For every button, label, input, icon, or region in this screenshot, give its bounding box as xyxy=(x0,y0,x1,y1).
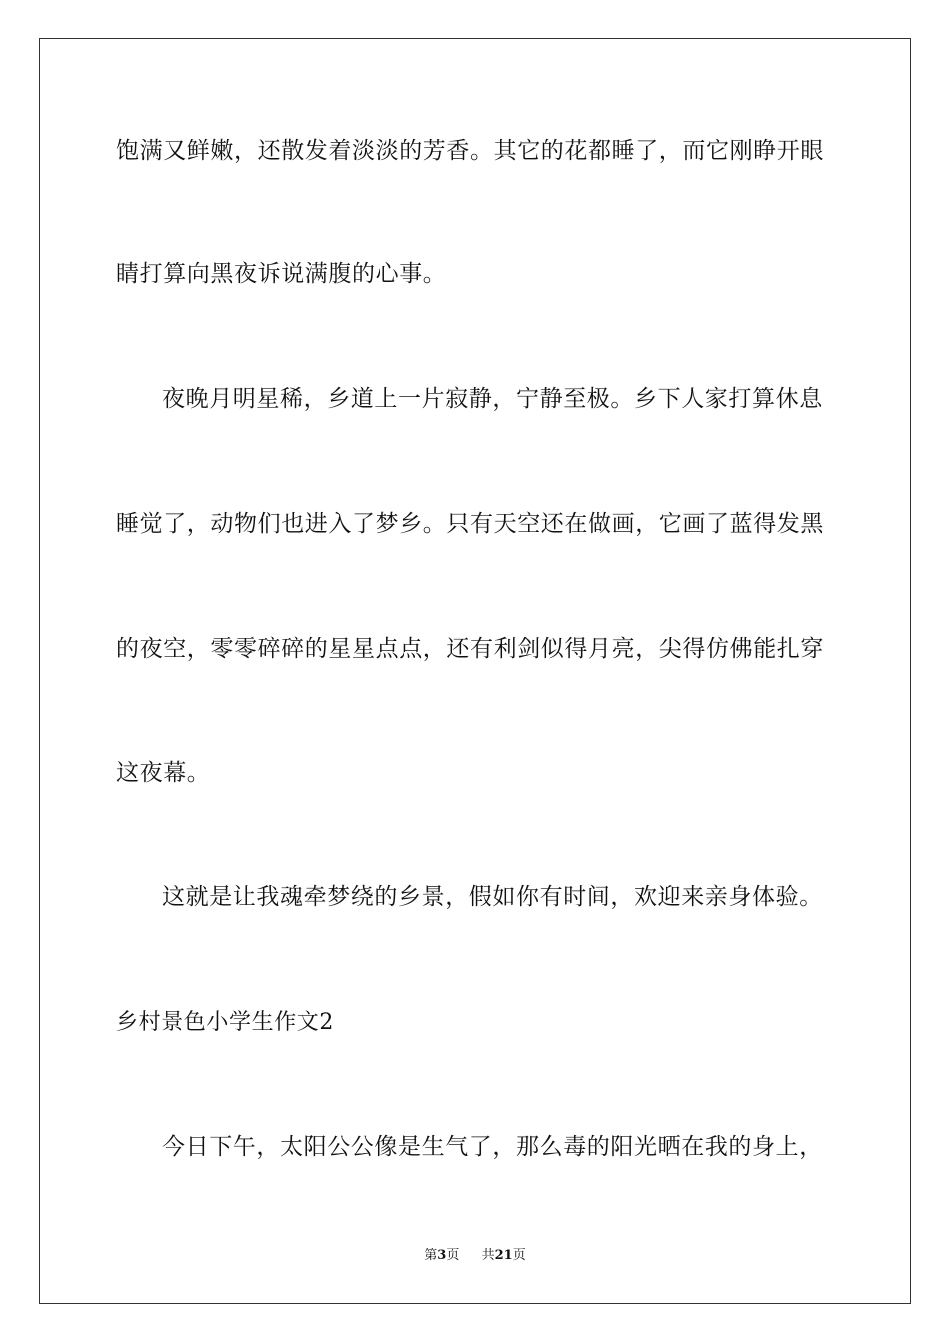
page-border xyxy=(39,38,911,1304)
body-text-line: 的夜空，零零碎碎的星星点点，还有利剑似得月亮，尖得仿佛能扎穿 xyxy=(116,636,824,662)
page-footer xyxy=(0,1247,950,1265)
body-text-line: 这夜幕。 xyxy=(116,760,211,786)
total-prefix: 共 xyxy=(481,1248,495,1263)
page-suffix: 页 xyxy=(446,1248,460,1263)
body-text-line: 睛打算向黑夜诉说满腹的心事。 xyxy=(116,261,447,287)
page-prefix: 第 xyxy=(424,1248,438,1263)
page-number: 3 xyxy=(437,1248,447,1263)
section-heading: 乡村景色小学生作文2 xyxy=(116,1010,334,1035)
paragraph-start-line: 今日下午，太阳公公像是生气了，那么毒的阳光晒在我的身上， xyxy=(162,1134,823,1160)
body-text-line: 饱满又鲜嫩，还散发着淡淡的芳香。其它的花都睡了，而它刚睁开眼 xyxy=(116,138,824,164)
total-pages: 21 xyxy=(494,1248,513,1263)
paragraph-start-line: 夜晚月明星稀，乡道上一片寂静，宁静至极。乡下人家打算休息 xyxy=(162,386,823,412)
paragraph-start-line: 这就是让我魂牵梦绕的乡景，假如你有时间，欢迎来亲身体验。 xyxy=(162,884,823,910)
total-suffix: 页 xyxy=(512,1248,526,1263)
body-text-line: 睡觉了，动物们也进入了梦乡。只有天空还在做画，它画了蓝得发黑 xyxy=(116,511,824,537)
